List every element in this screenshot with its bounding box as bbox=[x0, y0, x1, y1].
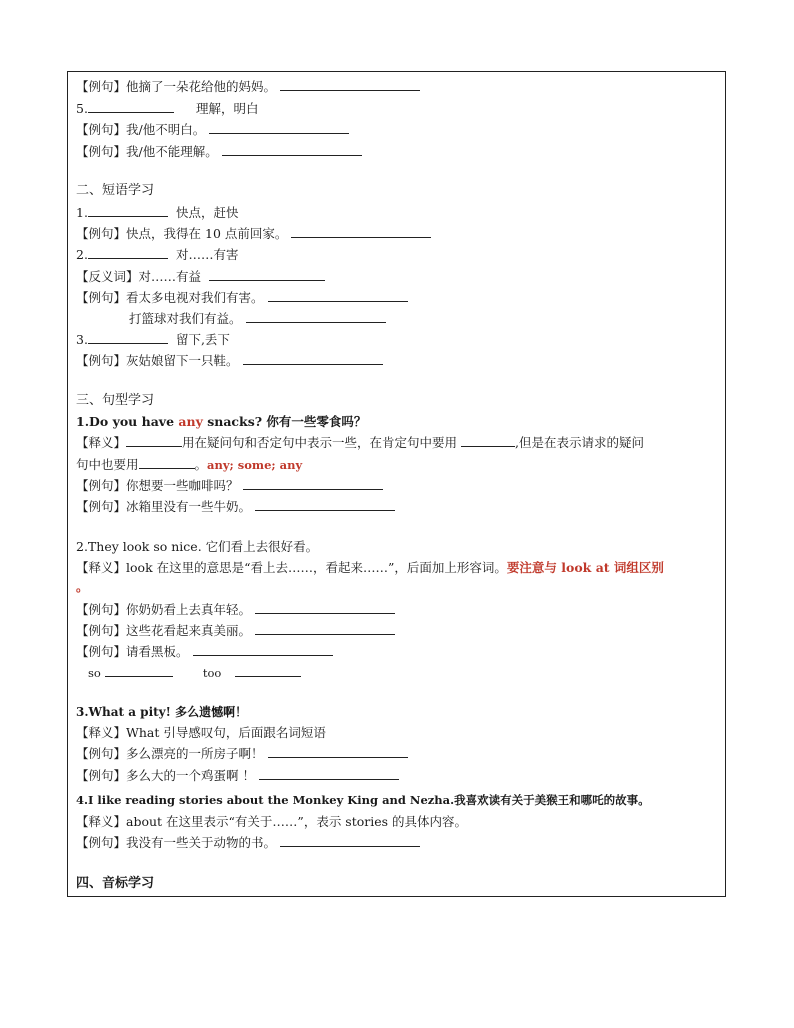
section-heading-phonetics: 四、音标学习 bbox=[76, 876, 155, 891]
example-line: 【例句】灰姑娘留下一只鞋。 bbox=[76, 352, 383, 370]
answer-blank[interactable] bbox=[259, 767, 399, 780]
example-line: 【例句】我没有一些关于动物的书。 bbox=[76, 834, 420, 852]
answer-blank[interactable] bbox=[246, 310, 386, 323]
antonym-line: 【反义词】对……有益 bbox=[76, 268, 325, 286]
example-line: 【例句】我/他不能理解。 bbox=[76, 143, 362, 161]
section-heading-phrases: 二、短语学习 bbox=[76, 183, 155, 198]
explanation-line-cont: 。 bbox=[76, 579, 89, 594]
answer-blank[interactable] bbox=[126, 434, 182, 447]
vocab-line: 5. 理解，明白 bbox=[76, 101, 259, 116]
sentence-heading: 2.They look so nice. 它们看上去很好看。 bbox=[76, 539, 319, 554]
answer-blank[interactable] bbox=[243, 477, 383, 490]
phrase-line: 3. 留下,丢下 bbox=[76, 332, 230, 347]
example-line: 【例句】多么大的一个鸡蛋啊 ！ bbox=[76, 767, 399, 785]
example-line-cont: 打篮球对我们有益。 bbox=[129, 310, 386, 328]
answer-blank[interactable] bbox=[255, 498, 395, 511]
explanation-line: 【释义】about 在这里表示“有关于……”，表示 stories 的具体内容。 bbox=[76, 814, 468, 829]
answer-blank[interactable] bbox=[280, 834, 420, 847]
answer-blank[interactable] bbox=[255, 622, 395, 635]
sentence-heading: 4.I like reading stories about the Monkey King and Nezha.我喜欢读有关于美猴王和哪吒的故事。 bbox=[76, 793, 650, 807]
answer-blank[interactable] bbox=[291, 225, 431, 238]
so-too-line: so too bbox=[88, 664, 301, 682]
explanation-line: 【释义】 用在疑问句和否定句中表示一些，在肯定句中要用 ,但是在表示请求的疑问 bbox=[76, 435, 645, 450]
answer-blank[interactable] bbox=[235, 664, 301, 677]
answer-blank[interactable] bbox=[139, 456, 195, 469]
example-line: 【例句】快点，我得在 10 点前回家。 bbox=[76, 225, 431, 243]
answer-blank[interactable] bbox=[268, 289, 408, 302]
answer-blank[interactable] bbox=[209, 121, 349, 134]
answer-blank[interactable] bbox=[88, 100, 174, 113]
example-line: 【例句】请看黑板。 bbox=[76, 643, 333, 661]
section-heading-sentences: 三、句型学习 bbox=[76, 393, 155, 408]
explanation-line: 【释义】What 引导感叹句，后面跟名词短语 bbox=[76, 725, 326, 740]
answer-blank[interactable] bbox=[209, 268, 325, 281]
phrase-line: 2. 对……有害 bbox=[76, 247, 239, 262]
sentence-heading: 3.What a pity! 多么遗憾啊！ bbox=[76, 705, 248, 719]
explanation-line-cont: 句中也要用 。any; some; any bbox=[76, 457, 303, 472]
phrase-line: 1. 快点，赶快 bbox=[76, 205, 239, 220]
answer-blank[interactable] bbox=[193, 643, 333, 656]
answer-blank[interactable] bbox=[105, 664, 173, 677]
example-line: 【例句】你想要一些咖啡吗？ bbox=[76, 477, 383, 495]
answer-blank[interactable] bbox=[268, 745, 408, 758]
example-line: 【例句】这些花看起来真美丽。 bbox=[76, 622, 395, 640]
example-line: 【例句】我/他不明白。 bbox=[76, 121, 349, 139]
example-line: 【例句】多么漂亮的一所房子啊！ bbox=[76, 745, 408, 763]
example-line: 【例句】冰箱里没有一些牛奶。 bbox=[76, 498, 395, 516]
example-line: 【例句】你奶奶看上去真年轻。 bbox=[76, 601, 395, 619]
answer-blank[interactable] bbox=[243, 352, 383, 365]
example-line: 【例句】他摘了一朵花给他的妈妈。 bbox=[76, 78, 420, 96]
answer-blank[interactable] bbox=[88, 204, 168, 217]
answer-blank[interactable] bbox=[88, 246, 168, 259]
sentence-heading: 1.Do you have any snacks? 你有一些零食吗？ bbox=[76, 414, 367, 429]
explanation-line: 【释义】look 在这里的意思是“看上去……，看起来……”，后面加上形容词。要注意与 look at 词组区别 bbox=[76, 560, 664, 575]
answer-blank[interactable] bbox=[461, 434, 515, 447]
example-line: 【例句】看太多电视对我们有害。 bbox=[76, 289, 408, 307]
answer-blank[interactable] bbox=[222, 143, 362, 156]
answer-blank[interactable] bbox=[280, 78, 420, 91]
answer-blank[interactable] bbox=[255, 601, 395, 614]
answer-blank[interactable] bbox=[88, 331, 168, 344]
